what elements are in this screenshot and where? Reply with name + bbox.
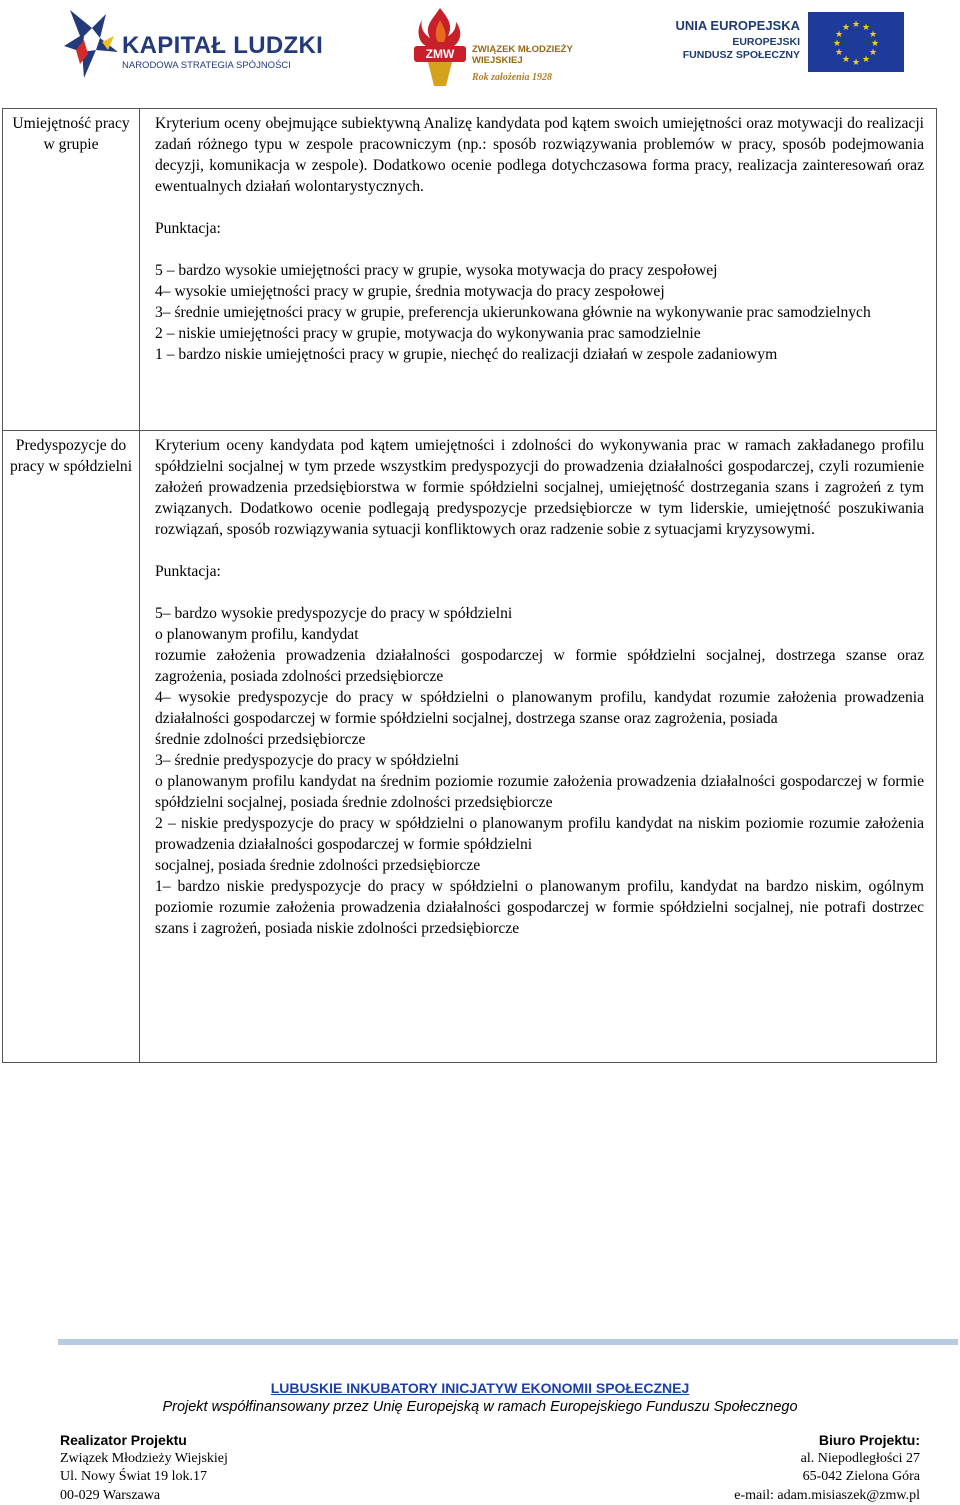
table-row — [3, 431, 937, 1063]
score-line: 1 – bardzo niskie umiejętności pracy w grupie, niechęć do realizacji działań w zespole zadaniowym — [155, 344, 924, 365]
svg-text:★: ★ — [833, 39, 841, 49]
svg-text:★: ★ — [862, 23, 870, 33]
scoring-title: Punktacja: — [155, 218, 924, 239]
footer-funding-note: Projekt współfinansowany przez Unię Europejską w ramach Europejskiego Funduszu Społecznego — [0, 1399, 960, 1415]
scoring-title: Punktacja: — [155, 561, 924, 582]
zmw-name — [472, 44, 573, 66]
svg-text:★: ★ — [852, 20, 860, 30]
biuro-email: e-mail: adam.misiaszek@zmw.pl — [734, 1487, 920, 1505]
realizator-title: Realizator Projektu — [60, 1431, 228, 1450]
svg-text:★: ★ — [869, 48, 877, 58]
realizator-block — [60, 1431, 228, 1505]
svg-text:★: ★ — [871, 39, 879, 49]
kapital-ludzki-subtitle: NARODOWA STRATEGIA SPÓJNOŚCI — [122, 60, 291, 71]
realizator-line: Związek Młodzieży Wiejskiej — [60, 1450, 228, 1469]
criterion-content — [140, 109, 937, 431]
score-line: 4– wysokie umiejętności pracy w grupie, średnia motywacja do pracy zespołowej — [155, 281, 924, 302]
score-line: 3– średnie predyspozycje do pracy w spółdzielni — [155, 750, 924, 771]
footer-divider — [58, 1339, 958, 1345]
score-line: rozumie założenia prowadzenia działalności gospodarczej w formie spółdzielni socjalnej, dostrzega szanse oraz zagrożenia, posiada zdolności przedsiębiorcze — [155, 645, 924, 687]
score-line: 2 – niskie umiejętności pracy w grupie, motywacja do wykonywania prac samodzielnie — [155, 323, 924, 344]
zmw-logo — [410, 6, 580, 88]
table-row — [3, 109, 937, 431]
score-line: socjalnej, posiada średnie zdolności przedsiębiorcze — [155, 855, 924, 876]
criterion-description: Kryterium oceny kandydata pod kątem umiejętności i zdolności do wykonywania prac w ramach zakładanego profilu spółdzielni socjalnej w tym przede wszystkim predyspozycji do prowadzenia działalności gospodarczej, czyli rozumienie założeń prowadzenia przedsiębiorstwa w formie spółdzielni socjalnej, umiejętność dostrzegania szans i zagrożeń z tym związanych. Dodatkowo ocenie podlegają predyspozycje przedsiębiorcze w tym liderskie, umiejętność poszukiwania rozwiązań, sposób rozwiązywania sytuacji konfliktowych oraz radzenie sobie z sytuacjami kryzysowymi. — [155, 435, 924, 540]
kapital-ludzki-star-icon — [62, 6, 120, 82]
eu-line2: EUROPEJSKI — [683, 36, 800, 49]
eu-fund-name — [683, 36, 800, 62]
svg-text:★: ★ — [842, 55, 850, 65]
svg-text:★: ★ — [852, 58, 860, 68]
score-line: 1– bardzo niskie predyspozycje do pracy w spółdzielni o planowanym profilu, kandydat na bardzo niskim, ogólnym poziomie rozumie założenia prowadzenia działalności gospodarczej w formie spółdzielni socjalnej, nie potrafi dostrzec szans i zagrożeń, posiada niskie zdolności przedsiębiorcze — [155, 876, 924, 939]
criterion-label: Predyspozycje do pracy w spółdzielni — [3, 431, 140, 1063]
biuro-block — [734, 1431, 920, 1505]
zmw-name-line2: WIEJSKIEJ — [472, 55, 573, 66]
score-line: 2 – niskie predyspozycje do pracy w spółdzielni o planowanym profilu kandydat na niskim poziomie rozumie założenia prowadzenia działalności gospodarczej w formie spółdzielni — [155, 813, 924, 855]
zmw-founded: Rok założenia 1928 — [472, 72, 552, 83]
zmw-monogram: ZMW — [426, 47, 455, 61]
svg-text:★: ★ — [862, 55, 870, 65]
eu-line3: FUNDUSZ SPOŁECZNY — [683, 49, 800, 62]
biuro-line: 65-042 Zielona Góra — [734, 1468, 920, 1487]
zmw-name-line1: ZWIĄZEK MŁODZIEŻY — [472, 44, 573, 55]
footer-project-name: LUBUSKIE INKUBATORY INICJATYW EKONOMII SPOŁECZNEJ — [0, 1380, 960, 1396]
svg-text:★: ★ — [869, 30, 877, 40]
criterion-content — [140, 431, 937, 1063]
criterion-description: Kryterium oceny obejmujące subiektywną Analizę kandydata pod kątem swoich umiejętności oraz motywacji do realizacji zadań różnego typu w zespole pracowniczym (np.: sposób rozwiązywania problemów w pracy, sposób podejmowania decyzji, komunikacja w zespole). Dodatkowo ocenie podlega dotychczasowa forma pracy, realizacja zainteresowań oraz ewentualnych działań wolontarystycznych. — [155, 113, 924, 197]
criterion-label: Umiejętność pracy w grupie — [3, 109, 140, 431]
score-line: 5 – bardzo wysokie umiejętności pracy w grupie, wysoka motywacja do pracy zespołowej — [155, 260, 924, 281]
svg-text:★: ★ — [835, 30, 843, 40]
biuro-title: Biuro Projektu: — [734, 1431, 920, 1450]
realizator-line: 00-029 Warszawa — [60, 1487, 228, 1505]
eu-flag-icon — [808, 12, 904, 72]
biuro-line: al. Niepodległości 27 — [734, 1450, 920, 1469]
realizator-line: Ul. Nowy Świat 19 lok.17 — [60, 1468, 228, 1487]
score-line: 4– wysokie predyspozycje do pracy w spółdzielni o planowanym profilu, kandydat rozumie założenia prowadzenia działalności gospodarczej w formie spółdzielni socjalnej, dostrzega szanse oraz zagrożenia, posiada — [155, 687, 924, 729]
score-line: średnie zdolności przedsiębiorcze — [155, 729, 924, 750]
eu-line1: UNIA EUROPEJSKA — [676, 18, 800, 33]
torch-icon — [410, 6, 470, 88]
eu-efs-logo — [692, 12, 904, 72]
page-header — [0, 0, 960, 100]
criteria-table — [2, 108, 937, 1063]
score-line: o planowanym profilu kandydat na średnim poziomie rozumie założenia prowadzenia działalności gospodarczej w formie spółdzielni socjalnej, posiada średnie zdolności przedsiębiorcze — [155, 771, 924, 813]
score-line: 3– średnie umiejętności pracy w grupie, preferencja ukierunkowana głównie na wykonywanie prac samodzielnych — [155, 302, 924, 323]
score-line: o planowanym profilu, kandydat — [155, 624, 924, 645]
score-line: 5– bardzo wysokie predyspozycje do pracy w spółdzielni — [155, 603, 924, 624]
kapital-ludzki-title: KAPITAŁ LUDZKI — [122, 32, 323, 60]
svg-text:★: ★ — [842, 23, 850, 33]
svg-text:★: ★ — [835, 48, 843, 58]
kapital-ludzki-logo — [62, 6, 302, 82]
